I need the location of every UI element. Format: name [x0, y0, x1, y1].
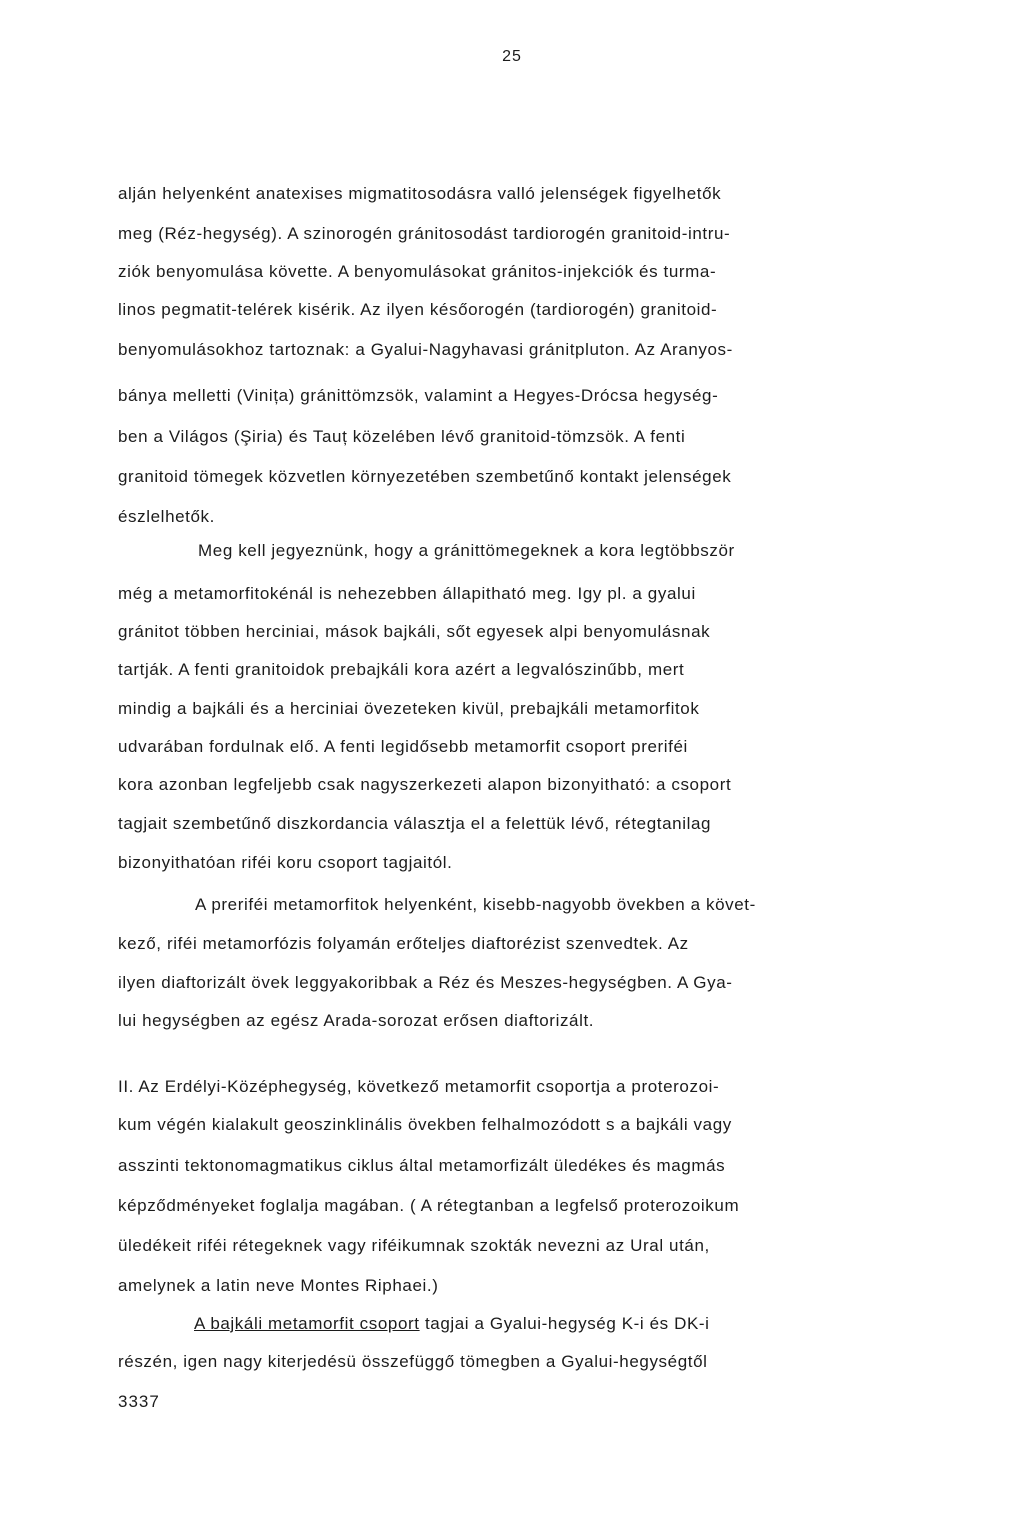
text-line: A preriféi metamorfitok helyenként, kisebb-nagyobb övekben a követ- [195, 895, 756, 914]
text-line: tagjait szembetűnő diszkordancia választja el a felettük lévő, rétegtanilag [118, 814, 712, 833]
underlined-heading: A bajkáli metamorfit csoport [194, 1314, 420, 1333]
text-line: részén, igen nagy kiterjedésü összefüggő tömegben a Gyalui-hegységtől [118, 1352, 708, 1371]
text-line: észlelhetők. [118, 507, 215, 526]
text-line: ziók benyomulása követte. A benyomulásokat gránitos-injekciók és turma- [118, 262, 717, 281]
text-line: tartják. A fenti granitoidok prebajkáli kora azért a legvalószinűbb, mert [118, 660, 685, 679]
text-line: kező, riféi metamorfózis folyamán erőteljes diaftorézist szenvedtek. Az [118, 934, 689, 953]
text-line: II. Az Erdélyi-Középhegység, következő metamorfit csoportja a proterozoi- [118, 1077, 720, 1096]
text-line: ben a Világos (Şiria) és Tauț közelében lévő granitoid-tömzsök. A fenti [118, 427, 686, 446]
text-line: asszinti tektonomagmatikus ciklus által metamorfizált üledékes és magmás [118, 1156, 726, 1175]
text-line: benyomulásokhoz tartoznak: a Gyalui-Nagyhavasi gránitpluton. Az Aranyos- [118, 340, 733, 359]
text-line: amelynek a latin neve Montes Riphaei.) [118, 1276, 439, 1295]
text-line: képződményeket foglalja magában. ( A rétegtanban a legfelső proterozoikum [118, 1196, 740, 1215]
text-line: Meg kell jegyeznünk, hogy a gránittömegeknek a kora legtöbbször [198, 541, 735, 560]
text-line-rest: tagjai a Gyalui-hegység K-i és DK-i [424, 1314, 710, 1333]
text-line: udvarában fordulnak elő. A fenti legidősebb metamorfit csoport preriféi [118, 737, 688, 756]
text-line: kum végén kialakult geoszinklinális övekben felhalmozódott s a bajkáli vagy [118, 1115, 732, 1134]
footer-code: 3337 [118, 1392, 160, 1411]
text-line: bánya melletti (Vinița) gránittömzsök, valamint a Hegyes-Drócsa hegység- [118, 386, 719, 405]
text-line: gránitot többen herciniai, mások bajkáli, sőt egyesek alpi benyomulásnak [118, 622, 711, 641]
text-line: linos pegmatit-telérek kisérik. Az ilyen későorogén (tardiorogén) granitoid- [118, 300, 718, 319]
page-number: 25 [502, 48, 522, 65]
text-line: ilyen diaftorizált övek leggyakoribbak a Réz és Meszes-hegységben. A Gya- [118, 973, 733, 992]
text-line: lui hegységben az egész Arada-sorozat erősen diaftorizált. [118, 1011, 595, 1030]
text-line: granitoid tömegek közvetlen környezetében szembetűnő kontakt jelenségek [118, 467, 732, 486]
text-line: kora azonban legfeljebb csak nagyszerkezeti alapon bizonyitható: a csoport [118, 775, 732, 794]
text-line: alján helyenként anatexises migmatitosodásra valló jelenségek figyelhetők [118, 184, 722, 203]
text-line: üledékeit riféi rétegeknek vagy riféikumnak szokták nevezni az Ural után, [118, 1236, 710, 1255]
text-line [194, 1312, 710, 1336]
text-line: bizonyithatóan riféi koru csoport tagjaitól. [118, 853, 453, 872]
text-line: még a metamorfitokénál is nehezebben állapitható meg. Igy pl. a gyalui [118, 584, 696, 603]
text-line: mindig a bajkáli és a herciniai övezeteken kivül, prebajkáli metamorfitok [118, 699, 700, 718]
text-line: meg (Réz-hegység). A szinorogén gránitosodást tardiorogén granitoid-intru- [118, 224, 731, 243]
